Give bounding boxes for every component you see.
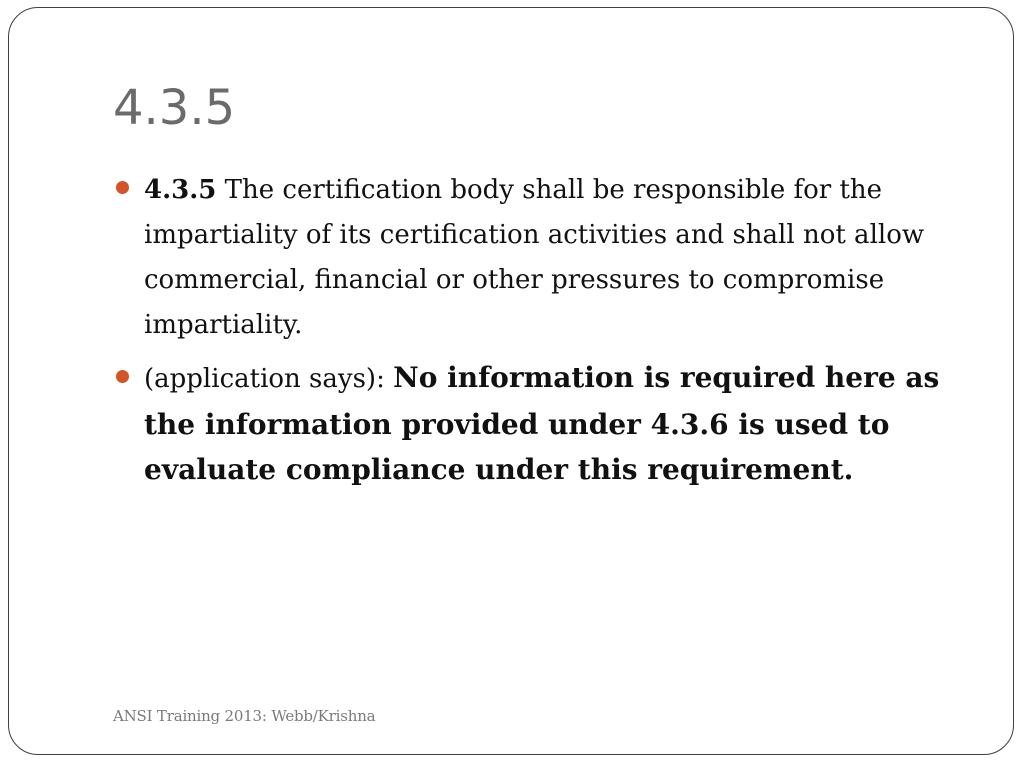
bullet-text: The certification body shall be responsible for the impartiality of its certification activities and shall not allow commercial, financial or other pressures to compromise impartiality.: [144, 175, 925, 340]
bullet-dot-icon: [116, 181, 129, 194]
bullet-item-2: [144, 355, 944, 492]
bullet-source-label: (application says):: [144, 364, 394, 394]
bullet-dot-icon: [116, 370, 129, 383]
bullet-item-1: [144, 168, 944, 348]
slide-title: 4.3.5: [113, 80, 236, 136]
bullet-lead-number: 4.3.5: [144, 175, 217, 205]
bullet-list: [144, 168, 944, 492]
bullet-bold-text: No information is required here as the information provided under 4.3.6 is used to evaluate compliance under this requirement.: [144, 361, 940, 486]
slide-footer: ANSI Training 2013: Webb/Krishna: [113, 707, 376, 725]
